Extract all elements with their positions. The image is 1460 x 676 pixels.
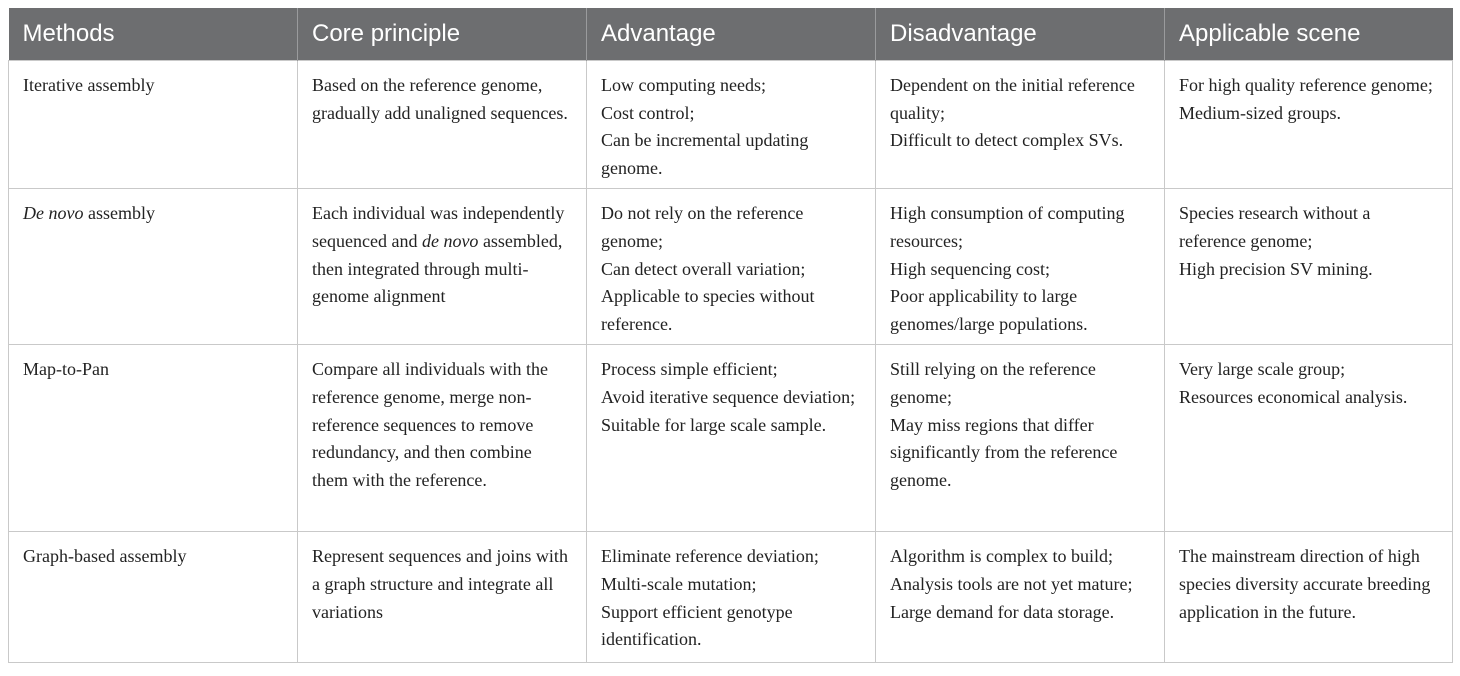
methods-table-container	[8, 8, 1452, 663]
cell-advantage	[587, 189, 876, 345]
table-row	[9, 61, 1453, 189]
header-row	[9, 8, 1453, 61]
header-core-principle: Core principle	[298, 8, 587, 61]
advantage-item: Eliminate reference deviation;	[601, 546, 819, 567]
disadvantage-item: Difficult to detect complex SVs.	[890, 130, 1124, 151]
cell-core-principle: Compare all individuals with the reference genome, merge non-reference sequences to remove redundancy, and then combine them with the reference.	[298, 345, 587, 532]
cell-method: Graph-based assembly	[9, 532, 298, 663]
scene-item: High precision SV mining.	[1179, 258, 1373, 279]
advantage-item: Low computing needs;	[601, 75, 766, 95]
cell-advantage	[587, 61, 876, 189]
disadvantage-item: Analysis tools are not yet mature;	[890, 573, 1133, 594]
disadvantage-item: High sequencing cost;	[890, 258, 1050, 279]
scene-item: Resources economical analysis.	[1179, 386, 1408, 407]
cell-advantage	[587, 532, 876, 663]
advantage-item: Process simple efficient;	[601, 359, 778, 380]
disadvantage-item: Poor applicability to large genomes/large populations.	[890, 286, 1088, 334]
advantage-item: Avoid iterative sequence deviation;	[601, 386, 856, 407]
cell-disadvantage	[876, 61, 1165, 189]
cell-method	[9, 189, 298, 345]
header-advantage: Advantage	[587, 8, 876, 61]
advantage-item: Applicable to species without reference.	[601, 286, 815, 334]
methods-comparison-table	[8, 8, 1453, 663]
disadvantage-item: May miss regions that differ significantly from the reference genome.	[890, 414, 1118, 490]
advantage-item: Multi-scale mutation;	[601, 573, 757, 594]
table-row	[9, 532, 1453, 663]
core-text: assembled, then integrated through multi-genome alignment	[312, 230, 563, 307]
table-body	[9, 61, 1453, 663]
header-methods: Methods	[9, 8, 298, 61]
scene-item: The mainstream direction of high species diversity accurate breeding application in the future.	[1179, 546, 1431, 622]
disadvantage-item: Dependent on the initial reference quality;	[890, 75, 1135, 123]
core-italic-text: de novo	[421, 230, 479, 251]
cell-disadvantage	[876, 345, 1165, 532]
method-italic-text: De novo	[23, 203, 84, 224]
cell-advantage	[587, 345, 876, 532]
scene-item: Medium-sized groups.	[1179, 102, 1341, 123]
advantage-item: Do not rely on the reference genome;	[601, 203, 804, 251]
cell-method: Map-to-Pan	[9, 345, 298, 532]
scene-item: Very large scale group;	[1179, 359, 1346, 380]
cell-disadvantage	[876, 532, 1165, 663]
cell-applicable-scene	[1165, 345, 1453, 532]
scene-item: Species research without a reference genome;	[1179, 203, 1371, 251]
header-disadvantage: Disadvantage	[876, 8, 1165, 61]
header-applicable-scene: Applicable scene	[1165, 8, 1453, 61]
disadvantage-item: High consumption of computing resources;	[890, 203, 1125, 251]
advantage-item: Cost control;	[601, 102, 695, 123]
cell-method: Iterative assembly	[9, 61, 298, 189]
core-text: Each individual was independently sequenced and	[312, 203, 565, 251]
cell-applicable-scene	[1165, 61, 1453, 189]
cell-applicable-scene	[1165, 532, 1453, 663]
cell-core-principle: Based on the reference genome, gradually add unaligned sequences.	[298, 61, 587, 189]
advantage-item: Suitable for large scale sample.	[601, 414, 827, 435]
method-text: assembly	[83, 203, 155, 224]
table-row	[9, 189, 1453, 345]
advantage-item: Can be incremental updating genome.	[601, 130, 809, 178]
advantage-item: Support efficient genotype identification.	[601, 601, 793, 650]
disadvantage-item: Large demand for data storage.	[890, 601, 1115, 622]
cell-disadvantage	[876, 189, 1165, 345]
cell-core-principle: Represent sequences and joins with a graph structure and integrate all variations	[298, 532, 587, 663]
table-row	[9, 345, 1453, 532]
cell-core-principle	[298, 189, 587, 345]
advantage-item: Can detect overall variation;	[601, 258, 806, 279]
disadvantage-item: Algorithm is complex to build;	[890, 546, 1113, 567]
cell-applicable-scene	[1165, 189, 1453, 345]
disadvantage-item: Still relying on the reference genome;	[890, 359, 1096, 407]
table-header	[9, 8, 1453, 61]
scene-item: For high quality reference genome;	[1179, 75, 1433, 95]
